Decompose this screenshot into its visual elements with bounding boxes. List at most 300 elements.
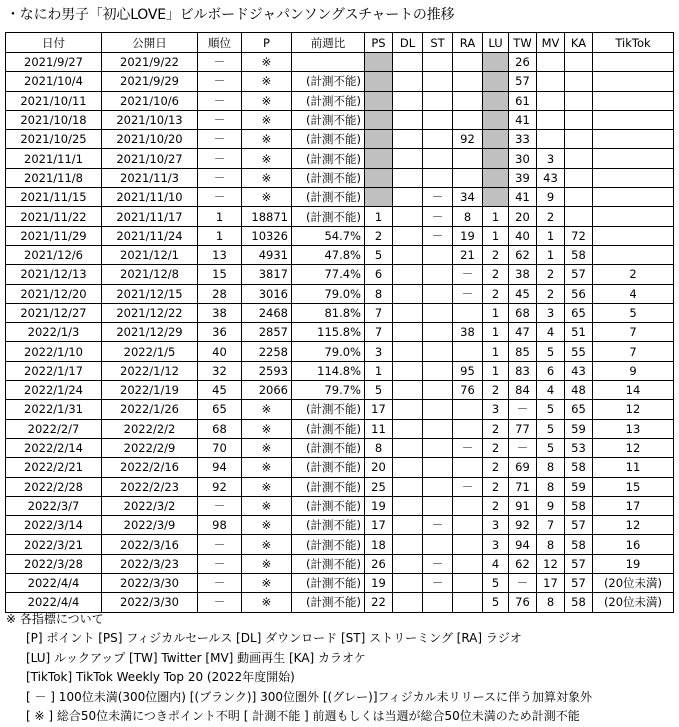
column-header: 順位 — [198, 33, 242, 53]
table-cell: 2022/2/23 — [102, 477, 198, 496]
table-cell: 12 — [537, 554, 565, 573]
table-row — [6, 458, 674, 477]
table-cell: － — [198, 72, 242, 91]
table-cell — [593, 72, 674, 91]
table-cell: 70 — [198, 438, 242, 457]
table-cell: 92 — [509, 516, 537, 535]
table-cell: 6 — [365, 265, 393, 284]
table-cell: 1 — [365, 207, 393, 226]
table-cell: (計測不能) — [292, 535, 365, 554]
table-cell: 5 — [483, 593, 509, 612]
table-cell: － — [509, 438, 537, 457]
table-cell: － — [423, 207, 453, 226]
table-row — [6, 303, 674, 322]
table-cell: 18871 — [242, 207, 292, 226]
table-cell — [453, 516, 483, 535]
table-cell: 94 — [509, 535, 537, 554]
table-cell: 2021/10/27 — [102, 149, 198, 168]
table-cell: 57 — [565, 554, 593, 573]
table-cell — [393, 130, 423, 149]
table-cell — [393, 72, 423, 91]
table-row — [6, 419, 674, 438]
table-cell — [393, 149, 423, 168]
notes-line-1: [P] ポイント [PS] フィジカルセールス [DL] ダウンロード [ST] ストリーミング [RA] ラジオ — [26, 631, 522, 646]
column-header: MV — [537, 33, 565, 53]
table-cell — [393, 226, 423, 245]
table-cell — [393, 438, 423, 457]
table-cell — [393, 207, 423, 226]
table-cell: 65 — [565, 303, 593, 322]
table-cell: 2022/3/14 — [6, 516, 102, 535]
table-cell: － — [423, 188, 453, 207]
table-cell — [565, 188, 593, 207]
table-cell: (計測不能) — [292, 477, 365, 496]
table-cell — [565, 149, 593, 168]
table-cell: 7 — [593, 323, 674, 342]
table-cell: 2021/11/17 — [102, 207, 198, 226]
table-row — [6, 265, 674, 284]
table-cell: 58 — [565, 593, 593, 612]
table-cell: ※ — [242, 53, 292, 72]
column-header: DL — [393, 33, 423, 53]
table-cell: 34 — [453, 188, 483, 207]
table-cell: ※ — [242, 574, 292, 593]
table-row — [6, 207, 674, 226]
table-cell — [565, 72, 593, 91]
table-cell: 7 — [365, 323, 393, 342]
table-cell — [423, 381, 453, 400]
table-cell: 43 — [565, 361, 593, 380]
table-cell: 92 — [198, 477, 242, 496]
table-row — [6, 381, 674, 400]
table-cell: 57 — [565, 516, 593, 535]
table-cell: 25 — [365, 477, 393, 496]
chart-history-table — [5, 32, 674, 613]
table-cell: 69 — [509, 458, 537, 477]
table-cell: － — [198, 554, 242, 573]
table-cell — [593, 110, 674, 129]
table-cell: 2 — [483, 284, 509, 303]
table-cell: 79.0% — [292, 342, 365, 361]
table-cell — [593, 207, 674, 226]
table-cell: 2021/12/15 — [102, 284, 198, 303]
table-cell — [453, 168, 483, 187]
table-cell: 62 — [509, 245, 537, 264]
table-cell — [593, 53, 674, 72]
table-cell: － — [198, 149, 242, 168]
table-cell — [483, 72, 509, 91]
table-cell: 8 — [537, 593, 565, 612]
table-cell: － — [509, 400, 537, 419]
table-cell: 33 — [509, 130, 537, 149]
column-header: RA — [453, 33, 483, 53]
table-cell — [537, 72, 565, 91]
table-cell — [565, 53, 593, 72]
table-row — [6, 323, 674, 342]
table-cell: 7 — [593, 342, 674, 361]
table-header-row — [6, 33, 674, 53]
table-cell: 1 — [198, 207, 242, 226]
table-cell: 3 — [365, 342, 393, 361]
table-cell: (計測不能) — [292, 168, 365, 187]
notes-line-3: [TikTok] TikTok Weekly Top 20 (2022年度開始) — [26, 670, 295, 685]
table-cell: 2 — [483, 265, 509, 284]
table-cell — [483, 149, 509, 168]
table-cell: (20位未満) — [593, 593, 674, 612]
table-cell: 2021/10/18 — [6, 110, 102, 129]
column-header: P — [242, 33, 292, 53]
table-cell: 8 — [537, 458, 565, 477]
table-cell: 2022/3/7 — [6, 496, 102, 515]
table-cell — [453, 496, 483, 515]
table-cell: 3 — [483, 400, 509, 419]
table-cell: 8 — [365, 284, 393, 303]
table-row — [6, 342, 674, 361]
table-cell: 2022/1/3 — [6, 323, 102, 342]
table-cell: 2022/3/2 — [102, 496, 198, 515]
table-cell: － — [423, 554, 453, 573]
table-cell: (計測不能) — [292, 419, 365, 438]
table-cell — [423, 342, 453, 361]
table-cell: 45 — [509, 284, 537, 303]
table-cell — [393, 91, 423, 110]
table-cell: 9 — [593, 361, 674, 380]
column-header: 公開日 — [102, 33, 198, 53]
table-cell: 3817 — [242, 265, 292, 284]
table-cell — [453, 535, 483, 554]
table-cell: 83 — [509, 361, 537, 380]
table-cell: 2 — [537, 265, 565, 284]
table-cell: 2021/12/8 — [102, 265, 198, 284]
table-cell: 115.8% — [292, 323, 365, 342]
table-cell — [423, 245, 453, 264]
table-cell — [453, 554, 483, 573]
table-cell: 54.7% — [292, 226, 365, 245]
table-cell: 47.8% — [292, 245, 365, 264]
table-cell: 2258 — [242, 342, 292, 361]
table-cell: (計測不能) — [292, 516, 365, 535]
table-cell — [483, 168, 509, 187]
table-cell: 2022/2/16 — [102, 458, 198, 477]
table-cell — [483, 53, 509, 72]
table-cell — [365, 149, 393, 168]
table-cell: 2021/9/27 — [6, 53, 102, 72]
table-cell: 17 — [365, 400, 393, 419]
table-cell: 41 — [509, 110, 537, 129]
table-cell — [393, 496, 423, 515]
table-cell: ※ — [242, 593, 292, 612]
table-cell: 53 — [565, 438, 593, 457]
table-cell: ※ — [242, 110, 292, 129]
table-cell: 26 — [365, 554, 393, 573]
table-cell — [565, 130, 593, 149]
table-cell: － — [198, 535, 242, 554]
table-cell: 4 — [537, 381, 565, 400]
table-cell: 1 — [365, 361, 393, 380]
table-cell: (計測不能) — [292, 91, 365, 110]
table-cell: 4 — [593, 284, 674, 303]
table-cell: 2 — [483, 477, 509, 496]
table-cell — [453, 91, 483, 110]
table-cell: 56 — [565, 284, 593, 303]
table-cell: 58 — [565, 458, 593, 477]
table-cell: 2 — [483, 458, 509, 477]
table-cell — [365, 72, 393, 91]
table-cell — [453, 419, 483, 438]
column-header: 前週比 — [292, 33, 365, 53]
notes-line-5: [ ※ ] 総合50位未満につきポイント不明 [ 計測不能 ] 前週もしくは当週が総合50位未満のため計測不能 — [26, 709, 580, 724]
table-cell: 2 — [483, 245, 509, 264]
table-cell: ※ — [242, 72, 292, 91]
table-cell: 2022/3/21 — [6, 535, 102, 554]
table-cell — [393, 535, 423, 554]
table-cell: 3 — [483, 516, 509, 535]
table-cell: 2022/1/17 — [6, 361, 102, 380]
table-cell: ※ — [242, 130, 292, 149]
table-cell: 41 — [509, 188, 537, 207]
table-row — [6, 400, 674, 419]
table-cell: 2022/1/10 — [6, 342, 102, 361]
table-cell: 45 — [198, 381, 242, 400]
table-row — [6, 168, 674, 187]
table-cell: 2 — [483, 381, 509, 400]
table-cell — [423, 91, 453, 110]
table-cell: 3016 — [242, 284, 292, 303]
table-cell — [565, 207, 593, 226]
table-cell: 19 — [453, 226, 483, 245]
table-cell: ※ — [242, 458, 292, 477]
table-cell: 9 — [537, 188, 565, 207]
table-cell: (計測不能) — [292, 110, 365, 129]
table-cell: 4931 — [242, 245, 292, 264]
table-cell: － — [453, 477, 483, 496]
table-cell: 1 — [483, 323, 509, 342]
table-cell: 2468 — [242, 303, 292, 322]
table-cell — [537, 130, 565, 149]
table-cell: 68 — [509, 303, 537, 322]
table-cell: 57 — [509, 72, 537, 91]
table-cell: 7 — [365, 303, 393, 322]
table-cell: ※ — [242, 400, 292, 419]
table-cell: 8 — [453, 207, 483, 226]
table-cell: 92 — [453, 130, 483, 149]
table-cell: 40 — [509, 226, 537, 245]
table-cell — [393, 188, 423, 207]
table-cell — [393, 303, 423, 322]
table-cell — [423, 53, 453, 72]
table-cell: 2 — [365, 226, 393, 245]
table-cell: 3 — [537, 303, 565, 322]
table-cell: 1 — [483, 226, 509, 245]
table-cell: 5 — [365, 245, 393, 264]
table-cell: － — [198, 91, 242, 110]
table-cell: 2021/9/29 — [102, 72, 198, 91]
table-cell: 57 — [565, 574, 593, 593]
column-header: KA — [565, 33, 593, 53]
table-cell: 16 — [593, 535, 674, 554]
table-cell — [393, 53, 423, 72]
table-cell: 2021/12/6 — [6, 245, 102, 264]
table-cell: 17 — [593, 496, 674, 515]
table-cell: 11 — [365, 419, 393, 438]
table-cell: 1 — [483, 342, 509, 361]
table-cell: 17 — [365, 516, 393, 535]
table-cell: － — [198, 53, 242, 72]
table-cell — [423, 265, 453, 284]
table-cell: 2021/10/13 — [102, 110, 198, 129]
table-cell: 5 — [537, 438, 565, 457]
table-cell — [393, 342, 423, 361]
table-row — [6, 535, 674, 554]
table-cell — [423, 535, 453, 554]
table-cell: 22 — [365, 593, 393, 612]
table-cell: ※ — [242, 535, 292, 554]
table-cell: ※ — [242, 188, 292, 207]
table-cell: (計測不能) — [292, 149, 365, 168]
table-cell: 2022/2/7 — [6, 419, 102, 438]
table-cell: ※ — [242, 554, 292, 573]
table-cell — [593, 226, 674, 245]
table-cell: 5 — [483, 574, 509, 593]
table-cell — [423, 130, 453, 149]
table-cell: 1 — [537, 226, 565, 245]
table-cell: 5 — [537, 342, 565, 361]
table-cell: 5 — [537, 419, 565, 438]
table-cell — [393, 168, 423, 187]
table-cell: (計測不能) — [292, 188, 365, 207]
table-cell: 2022/2/2 — [102, 419, 198, 438]
table-cell: 91 — [509, 496, 537, 515]
table-cell — [423, 303, 453, 322]
table-cell — [537, 91, 565, 110]
table-cell: 95 — [453, 361, 483, 380]
table-cell: 2022/3/16 — [102, 535, 198, 554]
table-cell: 39 — [509, 168, 537, 187]
table-cell: 2021/12/22 — [102, 303, 198, 322]
table-cell — [453, 342, 483, 361]
table-cell: 40 — [198, 342, 242, 361]
table-cell: 30 — [509, 149, 537, 168]
table-cell — [365, 188, 393, 207]
table-row — [6, 226, 674, 245]
table-cell: 2021/11/10 — [102, 188, 198, 207]
table-cell: ※ — [242, 149, 292, 168]
table-cell — [483, 188, 509, 207]
table-row — [6, 496, 674, 515]
table-cell — [393, 400, 423, 419]
table-cell — [453, 110, 483, 129]
table-cell: － — [198, 593, 242, 612]
table-cell — [593, 130, 674, 149]
table-cell: 2021/10/20 — [102, 130, 198, 149]
table-cell: ※ — [242, 496, 292, 515]
notes-line-2: [LU] ルックアップ [TW] Twitter [MV] 動画再生 [KA] カラオケ — [26, 650, 366, 665]
table-cell — [423, 477, 453, 496]
table-cell: 19 — [365, 496, 393, 515]
table-cell — [365, 130, 393, 149]
table-cell — [423, 438, 453, 457]
table-cell: 32 — [198, 361, 242, 380]
table-cell: ※ — [242, 419, 292, 438]
table-cell — [453, 400, 483, 419]
table-cell: 20 — [365, 458, 393, 477]
table-cell: 2021/11/24 — [102, 226, 198, 245]
table-cell — [483, 91, 509, 110]
table-cell — [365, 91, 393, 110]
table-cell: － — [198, 168, 242, 187]
table-cell — [393, 323, 423, 342]
table-row — [6, 130, 674, 149]
table-row — [6, 72, 674, 91]
table-cell: 8 — [537, 477, 565, 496]
table-cell: 15 — [198, 265, 242, 284]
table-cell: 2022/1/24 — [6, 381, 102, 400]
table-cell: － — [423, 574, 453, 593]
table-cell: 48 — [565, 381, 593, 400]
table-cell: 7 — [537, 516, 565, 535]
table-cell: 2021/11/1 — [6, 149, 102, 168]
table-cell: 2021/12/13 — [6, 265, 102, 284]
table-cell — [393, 361, 423, 380]
table-cell: (計測不能) — [292, 438, 365, 457]
table-row — [6, 245, 674, 264]
table-cell: 38 — [509, 265, 537, 284]
table-cell — [393, 516, 423, 535]
table-cell: 98 — [198, 516, 242, 535]
table-cell — [423, 168, 453, 187]
table-cell: 2021/9/22 — [102, 53, 198, 72]
table-cell: 55 — [565, 342, 593, 361]
table-cell: 5 — [593, 303, 674, 322]
table-cell: 58 — [565, 496, 593, 515]
table-cell: 77 — [509, 419, 537, 438]
table-cell: 2022/3/30 — [102, 574, 198, 593]
table-cell: 28 — [198, 284, 242, 303]
table-cell: 43 — [537, 168, 565, 187]
table-cell — [423, 323, 453, 342]
table-cell: 2022/4/4 — [6, 593, 102, 612]
table-row — [6, 91, 674, 110]
table-cell: － — [423, 226, 453, 245]
table-cell — [453, 458, 483, 477]
table-cell: 2022/2/14 — [6, 438, 102, 457]
table-cell: 2022/3/30 — [102, 593, 198, 612]
table-cell: 3 — [483, 535, 509, 554]
table-cell: 2 — [593, 265, 674, 284]
table-cell: (計測不能) — [292, 574, 365, 593]
table-cell: 2021/12/20 — [6, 284, 102, 303]
table-cell: 20 — [509, 207, 537, 226]
table-cell — [393, 245, 423, 264]
table-cell — [423, 419, 453, 438]
table-cell: 2021/11/8 — [6, 168, 102, 187]
table-row — [6, 574, 674, 593]
table-cell: 114.8% — [292, 361, 365, 380]
table-cell: 94 — [198, 458, 242, 477]
table-cell: 6 — [537, 361, 565, 380]
table-cell: 2022/3/23 — [102, 554, 198, 573]
table-cell: 57 — [565, 265, 593, 284]
table-cell: 51 — [565, 323, 593, 342]
table-cell: ※ — [242, 91, 292, 110]
table-cell — [453, 303, 483, 322]
table-cell: 13 — [593, 419, 674, 438]
table-cell: 2 — [483, 496, 509, 515]
table-cell: 14 — [593, 381, 674, 400]
table-cell: ※ — [242, 168, 292, 187]
table-cell: 9 — [537, 496, 565, 515]
table-cell: 15 — [593, 477, 674, 496]
